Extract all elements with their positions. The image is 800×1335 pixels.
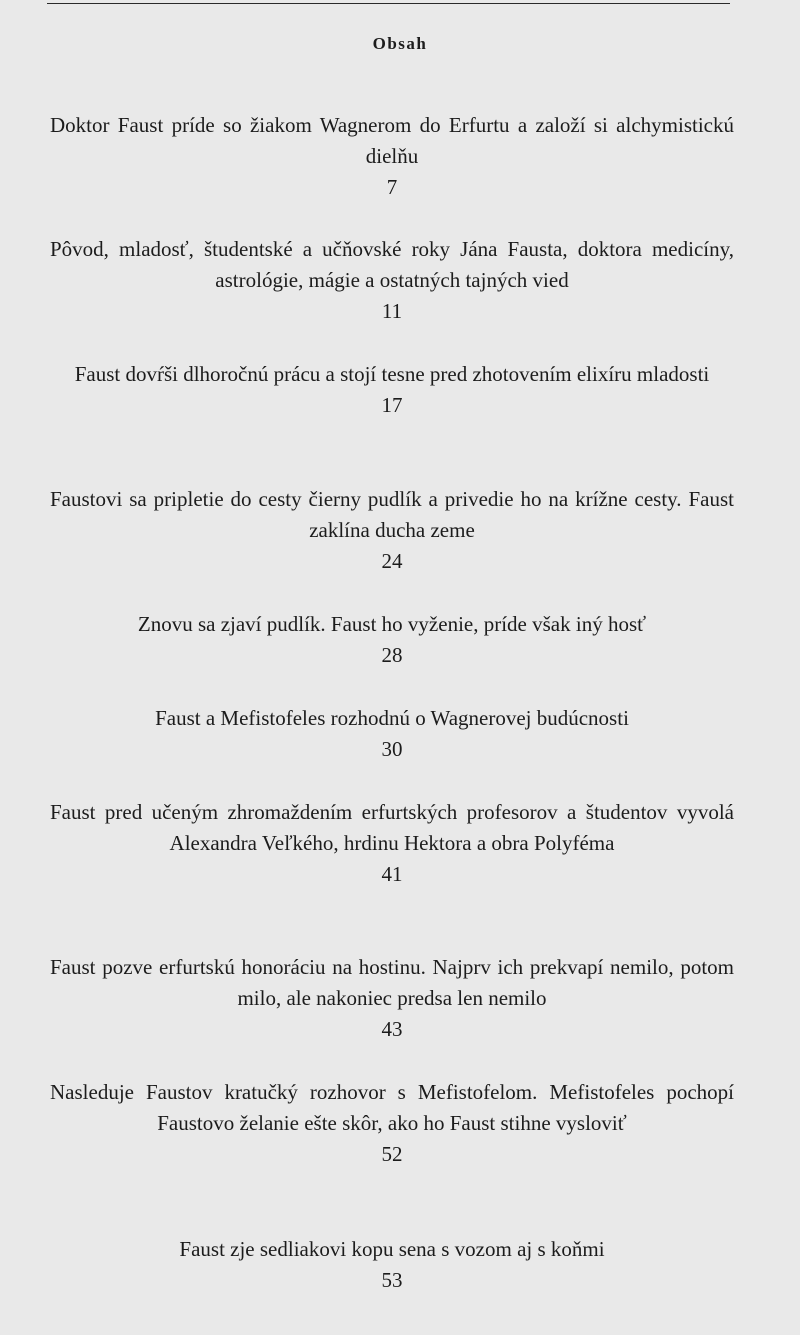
toc-entry-title: Faust zje sedliakovi kopu sena s vozom aj s koňmi: [179, 1237, 605, 1261]
toc-entry: [50, 609, 734, 671]
toc-entry: [50, 359, 734, 421]
toc-entry-title: Faustovi sa pripletie do cesty čierny pudlík a privedie ho na krížne cesty. Faust zaklína ducha zeme: [50, 487, 734, 542]
toc-entry-page: 41: [381, 862, 403, 886]
toc-entry-title: Faust dovŕši dlhoročnú prácu a stojí tesne pred zhotovením elixíru mladosti: [74, 362, 710, 386]
top-rule: [47, 3, 730, 4]
toc-entry-page: 30: [381, 737, 403, 761]
toc-entry-title: Faust pred učeným zhromaždením erfurtských profesorov a študentov vyvolá Alexandra Veľkého, hrdinu Hektora a obra Polyféma: [50, 800, 734, 855]
toc-entry-title: Znovu sa zjaví pudlík. Faust ho vyženie, príde však iný hosť: [137, 612, 647, 636]
toc-entry: [50, 234, 734, 327]
toc-entry: [50, 1077, 734, 1170]
toc-entry-title: Faust pozve erfurtskú honoráciu na hostinu. Najprv ich prekvapí nemilo, potom milo, ale nakoniec predsa len nemilo: [50, 955, 734, 1010]
page-title: Obsah: [372, 34, 428, 53]
toc-entry: [50, 797, 734, 890]
toc-entry: [50, 110, 734, 203]
toc-entry-title: Doktor Faust príde so žiakom Wagnerom do Erfurtu a založí si alchymistickú dielňu: [50, 113, 734, 168]
toc-entry-title: Pôvod, mladosť, študentské a učňovské roky Jána Fausta, doktora medicíny, astrológie, mágie a ostatných tajných vied: [50, 237, 734, 292]
toc-entry-page: 52: [381, 1142, 403, 1166]
toc-entry-page: 53: [381, 1268, 403, 1292]
toc-entry-page: 7: [386, 175, 398, 199]
toc-entry-page: 24: [381, 549, 403, 573]
toc-entry: [50, 703, 734, 765]
toc-entry: [50, 484, 734, 577]
toc-entry-title: Faust a Mefistofeles rozhodnú o Wagnerovej budúcnosti: [155, 706, 629, 730]
toc-entry-page: 43: [381, 1017, 403, 1041]
toc-entry-page: 17: [381, 393, 403, 417]
toc-entry-title: Nasleduje Faustov kratučký rozhovor s Mefistofelom. Mefistofeles pochopí Faustovo želanie ešte skôr, ako ho Faust stihne vysloviť: [50, 1080, 734, 1135]
toc-entry-page: 28: [381, 643, 403, 667]
toc-entry-page: 11: [381, 299, 403, 323]
toc-entry: [50, 1234, 734, 1296]
toc-entry: [50, 952, 734, 1045]
